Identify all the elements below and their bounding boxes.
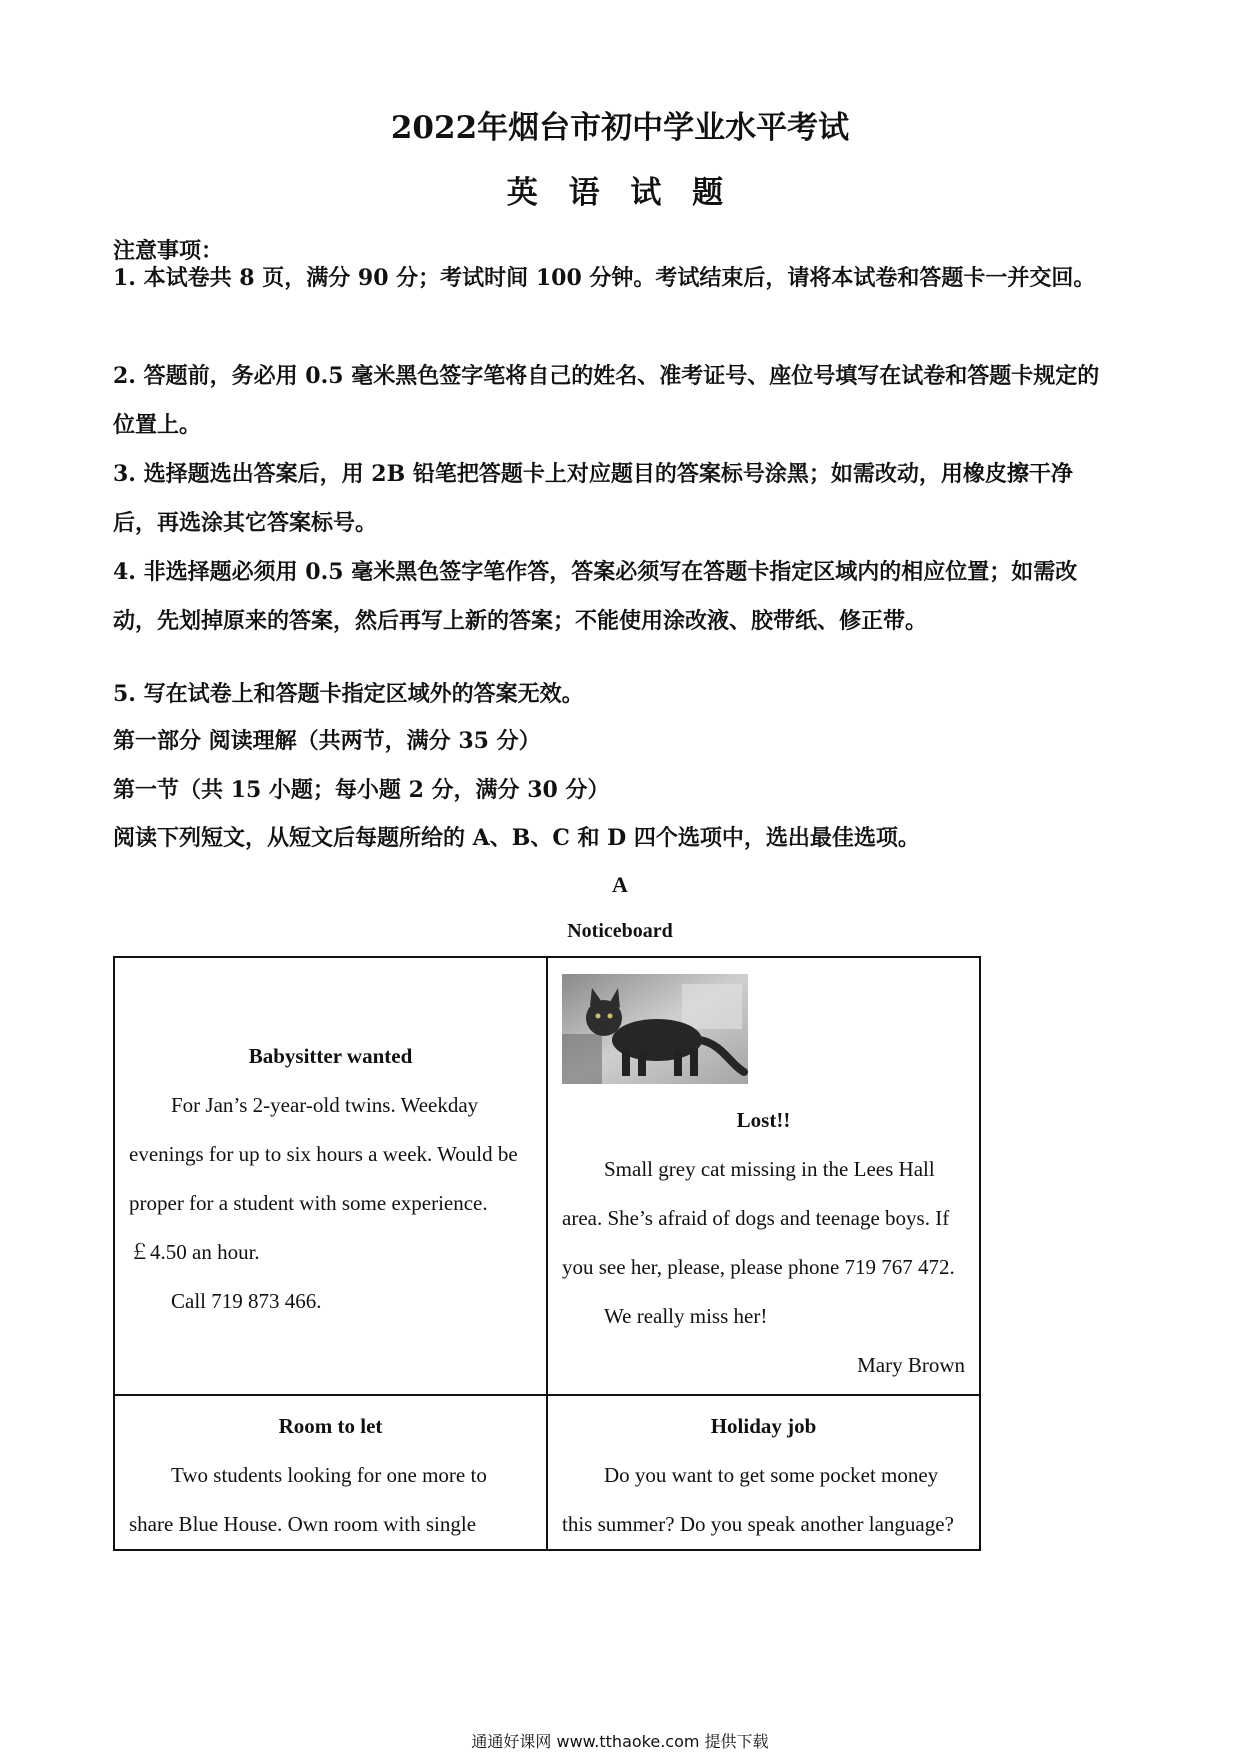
ad-lost-sign: Mary Brown [857,1353,965,1377]
ad-room-title: Room to let [278,1414,383,1438]
note-item-5: 5. 写在试卷上和答题卡指定区域外的答案无效。 [113,681,584,707]
note-item-4: 4. 非选择题必须用 0.5 毫米黑色签字笔作答，答案必须写在答题卡指定区域内的相应位置；如需改动，先划掉原来的答案，然后再写上新的答案；不能使用涂改液、胶带纸、修正带。 [113,559,1078,634]
cat-photo-icon [562,974,748,1084]
note-item-3: 3. 选择题选出答案后，用 2B 铅笔把答题卡上对应题目的答案标号涂黑；如需改动，用橡皮擦干净后，再选涂其它答案标号。 [113,461,1073,536]
noticeboard-table [113,956,981,1551]
ad-holiday [547,1395,980,1550]
ad-babysitter-body: For Jan’s 2-year-old twins. Weekday evenings for up to six hours a week. Would be proper for a student with some experience. ￡4.50 an hour. [129,1093,518,1264]
section-heading: 第一节（共 15 小题；每小题 2 分，满分 30 分） [113,777,610,803]
page-footer: 通通好课网 www.tthaoke.com 提供下载 [471,1732,769,1751]
ad-room-body: Two students looking for one more to share Blue House. Own room with single [129,1463,487,1536]
ad-room [114,1395,547,1550]
ad-holiday-body: Do you want to get some pocket money this summer? Do you speak another language? [562,1463,954,1536]
ad-holiday-title: Holiday job [710,1414,817,1438]
passage-title: Noticeboard [567,920,673,942]
notes-label: 注意事项： [113,238,224,264]
reading-instruction: 阅读下列短文，从短文后每题所给的 A、B、C 和 D 四个选项中，选出最佳选项。 [113,825,920,851]
ad-lost-miss: We really miss her! [604,1304,768,1328]
ad-babysitter-call: Call 719 873 466. [171,1289,322,1313]
ad-lost-title: Lost!! [736,1108,791,1132]
passage-letter: A [612,872,628,897]
ad-babysitter-title: Babysitter wanted [248,1044,413,1068]
note-item-2: 2. 答题前，务必用 0.5 毫米黑色签字笔将自己的姓名、准考证号、座位号填写在试卷和答题卡规定的位置上。 [113,363,1100,438]
ad-lost-cat [547,957,980,1395]
exam-subtitle: 英 语 试 题 [506,175,734,211]
ad-lost-body: Small grey cat missing in the Lees Hall area. She’s afraid of dogs and teenage boys. If you see her, please, please phone 719 767 472. [562,1157,955,1279]
ad-babysitter [114,957,547,1395]
note-item-1: 1. 本试卷共 8 页，满分 90 分；考试时间 100 分钟。考试结束后，请将本试卷和答题卡一并交回。 [113,265,1096,291]
exam-title: 2022年烟台市初中学业水平考试 [390,110,850,146]
part-heading: 第一部分 阅读理解（共两节，满分 35 分） [113,728,541,754]
